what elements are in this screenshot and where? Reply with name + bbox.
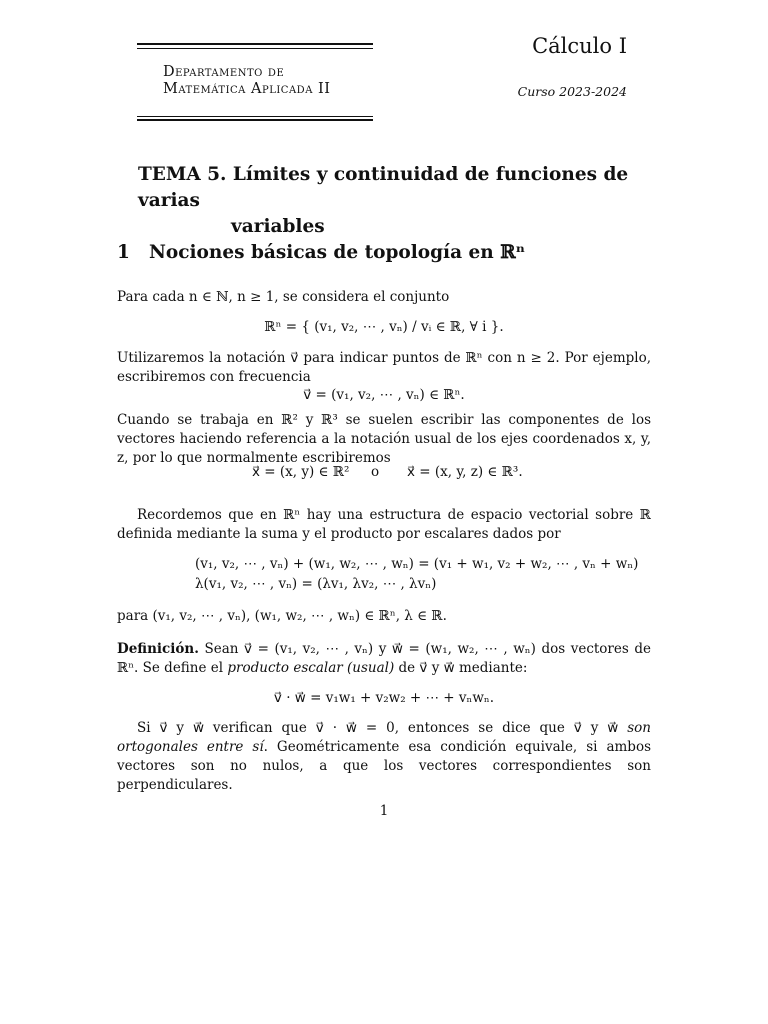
paragraph-1: Para cada n ∈ ℕ, n ≥ 1, se considera el conjunto: [117, 289, 450, 305]
equation-vector-sum: (v₁, v₂, ⋯ , vₙ) + (w₁, w₂, ⋯ , wₙ) = (v₁ + w₁, v₂ + w₂, ⋯ , vₙ + wₙ): [195, 556, 639, 572]
section-number: 1: [117, 242, 130, 263]
paragraph-4: Recordemos que en ℝⁿ hay una estructura de espacio vectorial sobre ℝ definida mediante la suma y el producto por escalares dados por: [117, 507, 651, 542]
equation-scalar-product: λ(v₁, v₂, ⋯ , vₙ) = (λv₁, λv₂, ⋯ , λvₙ): [195, 576, 437, 592]
definition-paragraph: [117, 640, 651, 678]
tema-title: [138, 162, 658, 240]
paragraph-6-text-a: Si v⃗ y w⃗ verifican que v⃗ · w⃗ = 0, entonces se dice que v⃗ y w⃗: [137, 720, 628, 736]
equation-dot-product: v⃗ · w⃗ = v₁w₁ + v₂w₂ + ⋯ + vₙwₙ.: [273, 690, 495, 706]
header-rule-bottom-thick: [137, 119, 373, 121]
definition-text-b: de v⃗ y w⃗ mediante:: [394, 660, 528, 676]
equation-or: o: [371, 464, 380, 480]
header-rule-top-thick: [137, 43, 373, 45]
paragraph-5: para (v₁, v₂, ⋯ , vₙ), (w₁, w₂, ⋯ , wₙ) ∈ ℝⁿ, λ ∈ ℝ.: [117, 608, 447, 624]
paragraph-3: Cuando se trabaja en ℝ² y ℝ³ se suelen escribir las componentes de los vectores haciendo referencia a la notación usual de los ejes coordenados x, y, z, por lo que normalmente escribiremos: [117, 412, 651, 466]
tema-title-line1: TEMA 5. Límites y continuidad de funciones de varias: [138, 164, 629, 211]
course-title: Cálculo I: [532, 34, 627, 58]
equation-rn-definition: ℝⁿ = { (v₁, v₂, ⋯ , vₙ) / vᵢ ∈ ℝ, ∀ i }.: [264, 319, 504, 335]
equation-x-r3: x⃗ = (x, y, z) ∈ ℝ³.: [407, 464, 523, 480]
page-number: 1: [379, 803, 389, 819]
definition-label: Definición.: [117, 641, 199, 657]
section-title: Nociones básicas de topología en ℝⁿ: [149, 242, 526, 263]
department-line1: Departamento de: [163, 64, 285, 80]
section-heading: [117, 242, 525, 263]
header-rule-bottom-thin: [137, 116, 373, 117]
equation-vector-v: v⃗ = (v₁, v₂, ⋯ , vₙ) ∈ ℝⁿ.: [303, 387, 465, 403]
course-year: Curso 2023-2024: [517, 84, 627, 99]
department-line2: Matemática Aplicada II: [163, 81, 331, 97]
tema-title-line2: variables: [231, 216, 325, 237]
paragraph-6: [117, 719, 651, 795]
paragraph-2: Utilizaremos la notación v⃗ para indicar puntos de ℝⁿ con n ≥ 2. Por ejemplo, escribiremos con frecuencia: [117, 350, 651, 385]
definition-italic-term: producto escalar (usual): [227, 660, 395, 676]
equation-x-r2: x⃗ = (x, y) ∈ ℝ²: [252, 464, 350, 480]
definition-text-a: Sean v⃗ = (v₁, v₂, ⋯ , vₙ) y w⃗ = (w₁, w₂, ⋯ , wₙ) dos vectores de ℝⁿ. Se define el: [117, 641, 651, 676]
paragraph-6-text-b: . Geométricamente esa condición equivale, si ambos vectores son no nulos, a que los vectores correspondientes son perpendiculares.: [117, 739, 651, 793]
paragraph-6-italic: son ortogonales entre sí: [117, 720, 651, 755]
header-rule-top-thin: [137, 48, 373, 49]
